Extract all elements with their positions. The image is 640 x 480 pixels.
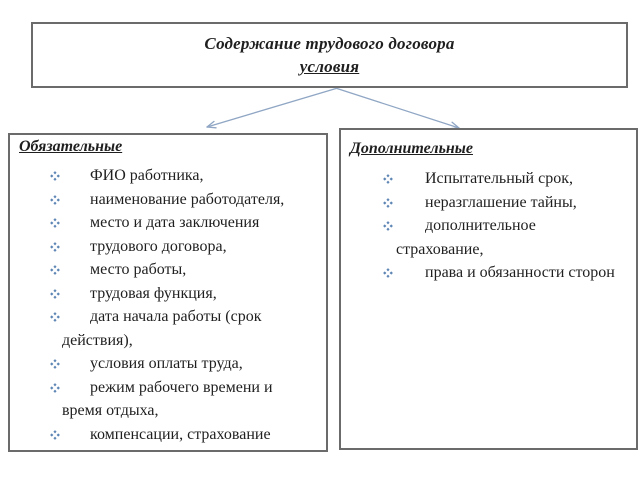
four-diamond-bullet-icon bbox=[50, 383, 60, 393]
mandatory-box-header: Обязательные bbox=[19, 138, 123, 155]
list-item-text: трудовая функция, bbox=[90, 284, 217, 302]
four-diamond-bullet-icon bbox=[383, 221, 393, 231]
four-diamond-bullet-icon bbox=[50, 195, 60, 205]
list-item-text: дополнительное bbox=[425, 217, 536, 234]
list-item-text: неразглашение тайны, bbox=[425, 193, 577, 211]
list-item-text: страхование, bbox=[396, 240, 484, 258]
list-item bbox=[10, 352, 326, 376]
list-item bbox=[10, 235, 326, 259]
list-item bbox=[10, 258, 326, 282]
mandatory-items-list bbox=[10, 164, 326, 446]
mandatory-conditions-box bbox=[8, 133, 328, 452]
list-item-text: трудового договора, bbox=[90, 237, 227, 255]
four-diamond-bullet-icon bbox=[50, 312, 60, 322]
arrow-to-additional-box-icon bbox=[337, 89, 459, 129]
four-diamond-bullet-icon bbox=[50, 359, 60, 369]
additional-box-header: Дополнительные bbox=[350, 140, 473, 157]
list-item bbox=[10, 164, 326, 188]
four-diamond-bullet-icon bbox=[50, 265, 60, 275]
list-item bbox=[10, 329, 326, 353]
diagram-title: Содержание трудового договора bbox=[204, 34, 455, 53]
list-item bbox=[341, 238, 636, 262]
list-item bbox=[10, 282, 326, 306]
four-diamond-bullet-icon bbox=[50, 289, 60, 299]
list-item bbox=[341, 167, 636, 191]
list-item bbox=[341, 191, 636, 215]
list-item bbox=[10, 423, 326, 447]
four-diamond-bullet-icon bbox=[50, 430, 60, 440]
arrow-to-mandatory-box-icon bbox=[207, 89, 336, 128]
list-item bbox=[341, 261, 636, 285]
four-diamond-bullet-icon bbox=[383, 174, 393, 184]
list-item-text: условия оплаты труда, bbox=[90, 355, 243, 372]
list-item bbox=[341, 214, 636, 238]
list-item bbox=[10, 211, 326, 235]
additional-items-list bbox=[341, 167, 636, 285]
four-diamond-bullet-icon bbox=[383, 198, 393, 208]
list-item-text: дата начала работы (срок bbox=[90, 308, 262, 325]
list-item-text: наименование работодателя, bbox=[90, 190, 285, 208]
list-item-text: действия), bbox=[62, 331, 133, 349]
four-diamond-bullet-icon bbox=[50, 171, 60, 181]
list-item-text: место работы, bbox=[90, 261, 187, 278]
list-item-text: компенсации, страхование bbox=[90, 425, 271, 443]
list-item-text: права и обязанности сторон bbox=[425, 264, 615, 281]
four-diamond-bullet-icon bbox=[383, 268, 393, 278]
additional-conditions-box bbox=[339, 128, 638, 450]
list-item bbox=[10, 188, 326, 212]
list-item-text: место и дата заключения bbox=[90, 214, 260, 231]
list-item-text: режим рабочего времени и bbox=[90, 378, 273, 396]
title-box bbox=[31, 22, 628, 88]
list-item bbox=[10, 399, 326, 423]
list-item-text: ФИО работника, bbox=[90, 167, 204, 184]
diagram-subtitle: условия bbox=[299, 57, 360, 76]
list-item-text: время отдыха, bbox=[62, 402, 159, 419]
list-item bbox=[10, 376, 326, 400]
list-item bbox=[10, 305, 326, 329]
four-diamond-bullet-icon bbox=[50, 218, 60, 228]
list-item-text: Испытательный срок, bbox=[425, 170, 573, 187]
four-diamond-bullet-icon bbox=[50, 242, 60, 252]
